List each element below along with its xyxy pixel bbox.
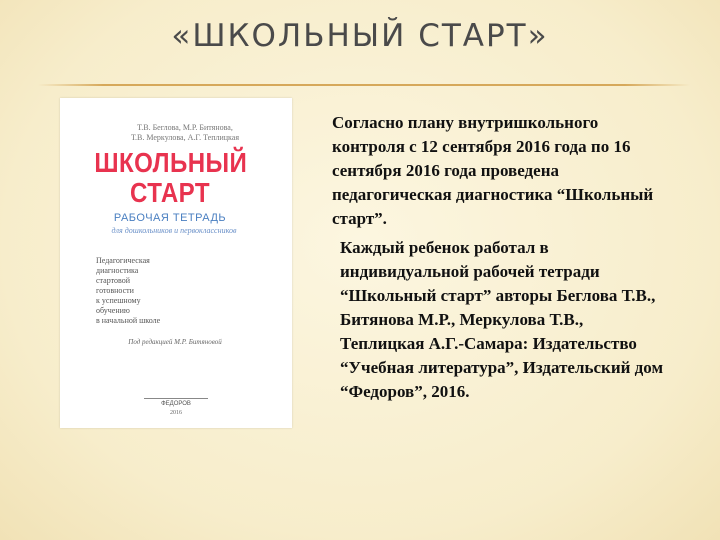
cover-editor: Под редакцией М.Р. Битяновой [128,338,222,346]
workbook-cover-image [60,98,292,428]
title-divider [38,84,690,86]
cover-title: ШКОЛЬНЫЙ СТАРТ [94,147,248,208]
cover-authors: Т.В. Беглова, М.Р. Битянова, Т.В. Меркулова, А.Г. Теплицкая [130,123,240,142]
cover-description: Педагогическая диагностика стартовой готовности к успешному обучению в начальной школе [96,256,161,325]
paragraph-workbook: Каждый ребенок работал в индивидуальной рабочей тетради “Школьный старт” авторы Беглова Т.В., Битянова М.Р., Меркулова Т.В., Теплицкая А.Г.-Самара: Издательство “Учебная литература”, Издательский дом “Федоров”, 2016. [340,238,664,401]
publisher-logo: ФЕДОРОВ [144,398,208,409]
cover-subtitle: РАБОЧАЯ ТЕТРАДЬ [113,212,227,224]
paragraph-diagnostics: Согласно плану внутришкольного контроля с 12 сентября 2016 года по 16 сентября 2016 года проведена педагогическая диагностика “Школьный старт”. [332,113,654,228]
cover-tagline: для дошкольников и первоклассников [111,226,237,235]
slide-title: «ШКОЛЬНЫЙ СТАРТ» [171,18,549,54]
cover-year: 2016 [170,410,182,416]
